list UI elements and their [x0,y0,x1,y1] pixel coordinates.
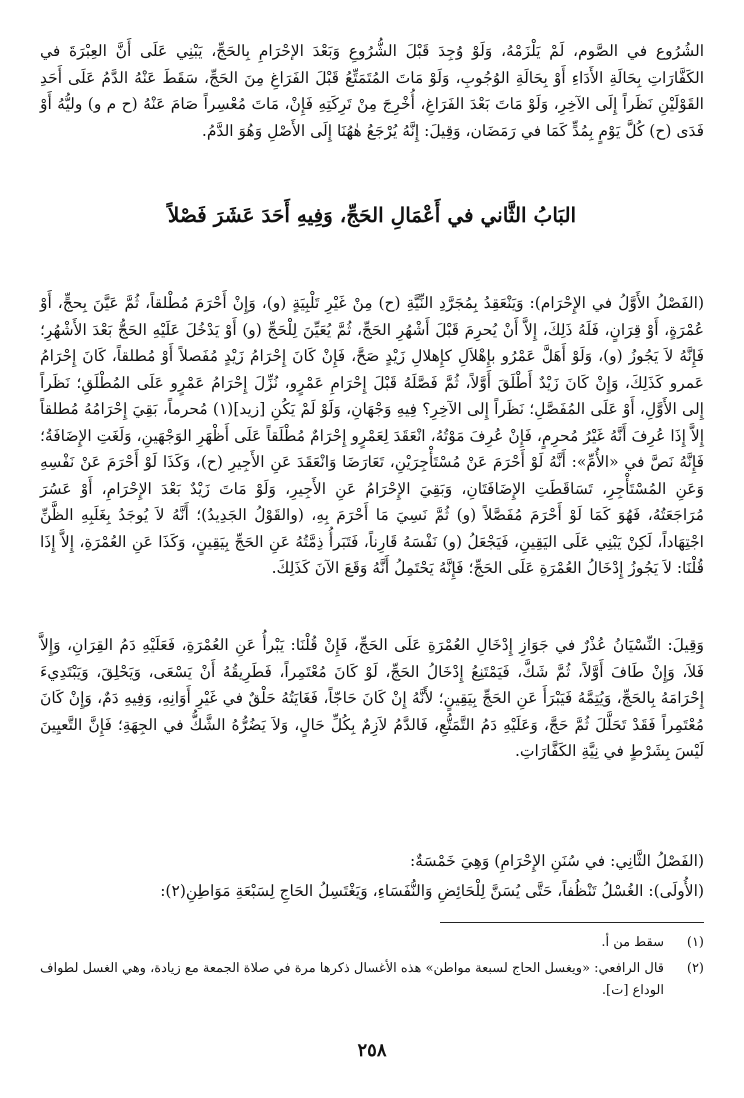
footnote-divider [440,922,704,923]
footnote-number: (١) [686,935,704,950]
page-number: ٢٥٨ [357,1040,387,1061]
footnote-1 [40,932,704,954]
footnote-2 [40,958,704,1002]
footnote-number: (٢) [686,961,704,976]
fasl-one-paragraph: (الفَصْلُ الأَوَّلُ في الإِحْرَام): وَيَنْعَقِدُ بِمُجَرَّدِ النِّيَّةِ (ح) مِنْ غَيْرِ تَلْبِيَةٍ (و)، وَإِنْ أَحْرَمَ مُطْلقاً، ثُمَّ عَيَّنَ بِحجٍّ، أَوْ عُمْرَةٍ، أَوْ قِرَانٍ، فَلَهُ ذَلِكَ، إِلاَّ أَنْ يُحرِمَ قَبْلَ أَشْهُرِ الحَجِّ، ثُمَّ يُعَيِّنَ لِلْحَجِّ (و) أَوْ يَدْخُلَ عَلَيْهِ الحَجُّ بَعْدَ الأَشْهُرِ؛ فَإِنَّهُ لاَ يَجُوزُ (و)، وَلَوْ أَهَلَّ عَمْرُو بإِهْلاَلِ كإِهلالِ زَيْدٍ صَحَّ، فَإِنْ كَانَ إِحْرَامُ زَيْدٍ مُفَصلاً أَوْ مُطلقاً، كَانَ إِحْرَامُ عَمرو كَذَلِكَ، وَإِنْ كَانَ زَيْدٌ أَطْلَقَ أَوَّلاً، ثُمَّ فَصَّلَهُ قَبْلَ إِحْرَامِ عَمْرٍو، نُزِّلَ إِحْرَامُ عَمْرٍو عَلَى المُطْلَقِ؛ نَظَراً إِلى الأَوَّلِ، أَوْ عَلَى المُفَصَّلِ؛ نَظَراً إِلى الآخِرِ؟ فِيهِ وَجْهَانِ، وَلَوْ لَمْ يَكُنِ [زيد](١) مُحرماً، بَقِيَ إِحْرَامُهُ مُطلقاً إِلاَّ إِذَا عُرِفَ أَنَّهُ غَيْرُ مُحرِمٍ، فَإِنْ عُرِفَ مَوْتُهُ، انْعَقَدَ لِعَمْرٍو إِحْرَامٌ مُطْلَقاً عَلَى أَظْهَرِ الوَجْهَينِ، وَلَغَتِ الإِضَافَةُ؛ فَإِنَّهُ نَصَّ في «الأُمِّ»: أَنَّهُ لَوْ أَحْرَمَ عَنْ مُسْتَأْجِرَيْنِ، تَعَارَضَا وَانْعَقَدَ عَنِ الأَجِيرِ (ح)، وَكَذَا لَوْ أَحْرَمَ عَنْ نَفْسِهِ وَعَنِ المُسْتَأْجِرِ، تَسَاقَطَتِ الإِضَافَتَانِ، وَبَقِيَ الإِحْرَامُ عَنِ الأَجِيرِ، وَلَوْ مَاتَ زَيْدٌ بَعْدَ الإِحْرَامِ، أَوْ عَسُرَ مُرَاجَعَتُهُ، فَهُوَ كَمَا لَوْ أَحْرَمَ مُفَصَّلاً (و) ثُمَّ نَسِيَ مَا أَحْرَمَ بِهِ، (والقَوْلُ الجَدِيدُ)؛ أَنَّهُ لاَ يُوجَدُ بِغَلَبِهِ الظَّنِّ اجْتِهَاداً، لَكِنْ يَبْنِي عَلَى اليَقِينِ، فَيَجْعَلُ (و) نَفْسَهُ قَارِناً، فَتَبَرأُ ذِمَّتُهُ عَنِ الحَجِّ بِيَقِينٍ، وَكَذَا عَنِ العُمْرَةِ، إِلاَّ إِذَا قُلْنَا: لاَ يَجُوزُ إِدْخَالُ العُمْرَةِ عَلَى الحَجِّ؛ فَإِنَّهُ يَحْتَمِلُ أَنَّهُ وَقَعَ الآنَ كَذَلِكَ. [40,294,704,577]
footnote-text: سقط من أ. [601,935,664,950]
intro-paragraph: الشُرُوع في الصَّوم، لَمْ يَلْزَمْهُ، وَلَوْ وُجِدَ قَبْلَ الشُّرُوعِ وَبَعْدَ الإحْرَامِ بِالحَجِّ، يَبْنِي عَلَى أَنَّ العِبْرَةَ في الكَفَّارَاتِ بِحَالَةِ الأَدَاءِ أَوْ بِحَالَةِ الوُجُوبِ، وَلَوْ مَاتَ المُتَمَتِّعُ قَبْلَ الفَرَاغِ مِنَ الحَجِّ، سَقَطَ عَنْهُ الدَّمُ عَلَى أَحَدِ القَوْلَيْنِ نَظَراً إِلَى الآخِرِ، وَلَوْ مَاتَ بَعْدَ الفَرَاغِ، أُخْرِجَ مِنْ تَرِكَتِهِ فَإِنْ، مَاتَ مُعْسِراً صَامَ عَنْهُ (ح م و) وليُّهُ أَوْ فَدَى (ح) كُلَّ يَوْمٍ بِمُدٍّ كَمَا في رَمَضَان، وَقِيلَ: إِنَّهُ يُرْجَعُ هٰهُنَا إِلَى الأَصْلِ وَهُوَ الدَّمُ. [40,42,704,140]
fasl-two-heading: (الفَصْلُ الثَّانِي: في سُنَنِ الإِحْرَامِ) وَهِيَ خَمْسَةٌ: [409,852,704,870]
footnote-text: قال الرافعي: «ويغسل الحاج لسبعة مواطن» هذه الأغسال ذكرها مرة في صلاة الجمعة مع زيادة، وهي الغسل لطواف الوداع [ت]. [40,961,664,998]
chapter-title: البَابُ الثَّاني في أَعْمَالِ الحَجِّ، وَفِيهِ أَحَدَ عَشَرَ فَصْلاً [167,203,577,227]
nisyan-paragraph: وَقِيلَ: النِّسْيَانُ عُذْرٌ في جَوَازِ إِدْخَالِ العُمْرَةِ عَلَى الحَجِّ، فَإِنْ قُلْنَا: يَبْرأُ عَنِ العُمْرَةِ، فَعَلَيْهِ دَمُ القِرَانِ، وَإِلاَّ فَلاَ، وَإِنْ طَافَ أَوَّلاً، ثُمَّ شَكَّ، فَيَمْتَنِعُ إِدْخَالُ الحَجِّ، لَوْ كَانَ مُعْتَمِراً، فَطَرِيقُهُ أَنْ يَسْعَى، وَيَحْلِقَ، وَيَبْتَدِيءَ إِحْرَامَهُ بِالحَجِّ، وَيُتِمَّهُ فَيَبْرَأَ عَنِ الحَجِّ بِيَقِينٍ؛ لأَنَّهُ إِنْ كَانَ حَاجّاً، فَغَايَتُهُ حَلْقٌ في غَيْرِ أَوَانِهِ، وَفِيهِ دَمٌ، وَإِنْ كَانَ مُعْتَمِراً فَقَدْ تَحَلَّلَ ثُمَّ حَجَّ، وَعَلَيْهِ دَمُ التَّمَتُّعِ، فَالدَّمُ لاَزِمٌ بِكُلِّ حَالٍ، وَلاَ يَضُرُّهُ الشَّكُّ في الجِهَةِ؛ فَإِنَّ التَّعيِينَ لَيْسَ بِشَرْطٍ في نِيَّةِ الكَفَّارَاتِ. [40,636,704,760]
first-sunnah-line: (الأُولَى): الغُسْلُ تَنْظُفاً، حَتَّى يُسَنَّ لِلْحَائِضِ وَالنُّفَسَاءِ، وَيَغْتَسِلُ الحَاجِ لِسَبْعَةِ مَوَاطِنِ(٢): [160,882,704,900]
